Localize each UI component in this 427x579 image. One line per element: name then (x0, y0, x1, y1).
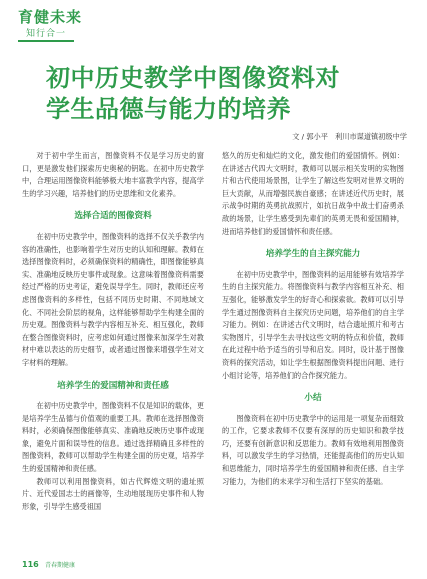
column-brand: 育健未来 (18, 8, 83, 26)
body-paragraph: 在初中历史教学中，图像资料的运用能够有效培养学生的自主探究能力。将图像资料与教学内容相互补充、相互强化，能够激发学生的好奇心和探索欲。教师可以引导学生通过图像资料自主探究历史问题，培养他们的自主学习能力。例如：在讲述古代文明时，结合遗址照片和考古实物图片，引导学生去寻找这些文明的特点和价值，教师在此过程中给予适当的引导和启发。同时，设计基于图像资料的探究活动，如让学生根据图像资料提出问题、进行小组讨论等，培养他们的合作探究能力。 (222, 269, 404, 380)
body-paragraph: 在初中历史教学中，图像资料的选择不仅关乎教学内容的准确性，也影响着学生对历史的认知和理解。教师在选择图像资料时，必须确保资料的精确性，即图像能够真实、准确地反映历史事件或现象。这意味着图像资料需要经过严格的历史考证，避免误导学生。同时，教师还应考虑图像资料的多样性，包括不同历史时期、不同地域文化、不同社会阶层的视角，这样能够帮助学生构建全面的历史观。图像资料与教学内容相互补充、相互强化，教师在整合图像资料时，应考虑如何通过图像来加深学生对教材中难以表达的历史细节，或者通过图像来增强学生对文字材料的理解。 (22, 231, 204, 367)
title-line-2: 学生品德与能力的培养 (46, 94, 291, 123)
author-byline: 文 / 郭小平 利川市谋道镇初级中学 (292, 132, 407, 141)
section-heading: 选择合适的图像资料 (74, 211, 152, 222)
right-column (222, 150, 404, 488)
column-subtitle: 知行合一 (26, 29, 67, 39)
intro-paragraph: 对于初中学生而言，图像资料不仅是学习历史的窗口，更是激发他们探索历史奥秘的钥匙。在初中历史教学中，合理运用图像资料能够极大地丰富教学内容，提高学生的学习兴趣，培养他们的历史思维和文化素养。 (22, 151, 204, 198)
header-divider (18, 40, 74, 42)
body-paragraph: 图像资料在初中历史教学中的运用是一项复杂而细致的工作，它要求教师不仅要有深厚的历史知识和教学技巧，还要有创新意识和反思能力。教师有效地利用图像资料，可以激发学生的学习热情，还能提高他们的历史认知和思维能力，同时培养学生的爱国精神和责任感、自主学习能力，为他们的未来学习和生活打下坚实的基础。 (222, 413, 404, 486)
section-heading: 培养学生的自主探究能力 (265, 249, 361, 260)
title-line-1: 初中历史教学中图像资料对 (46, 63, 340, 92)
section-heading: 小结 (304, 393, 322, 404)
journal-name: 青春期健康 (44, 562, 75, 569)
section-header (0, 0, 427, 50)
page-number: 116 (22, 560, 39, 569)
body-paragraph: 教师可以利用图像资料，如古代辉煌文明的遗址照片、近代爱国志士的画像等，生动地展现历史事件和人物形象，引导学生感受祖国 (22, 476, 204, 511)
body-paragraph: 在初中历史教学中，图像资料不仅是知识的载体，更是培养学生品德与价值观的重要工具。教师在选择图像资料时，必须确保图像能够真实、准确地反映历史事件或现象，避免片面和误导性的信息。通过选择精确且多样性的图像资料，教师可以帮助学生构建全面的历史观，培养学生的爱国精神和责任感。 (22, 401, 204, 474)
article-title (46, 62, 386, 124)
page-footer (22, 560, 75, 569)
section-heading: 培养学生的爱国精神和责任感 (57, 380, 169, 391)
body-paragraph: 悠久的历史和灿烂的文化，激发他们的爱国情怀。例如：在讲述古代四大文明时，教师可以展示相关发明的实物图片和古代使用场景图，让学生了解这些发明对世界文明的巨大贡献，从而增强民族自豪感；在讲述近代历史时，展示战争时期的英勇抗战照片，如抗日战争中战士们奋勇杀敌的场景，让学生感受到先辈们的英勇无畏和爱国精神，进而培养他们的爱国情怀和责任感。 (222, 151, 404, 236)
left-column (22, 150, 204, 513)
